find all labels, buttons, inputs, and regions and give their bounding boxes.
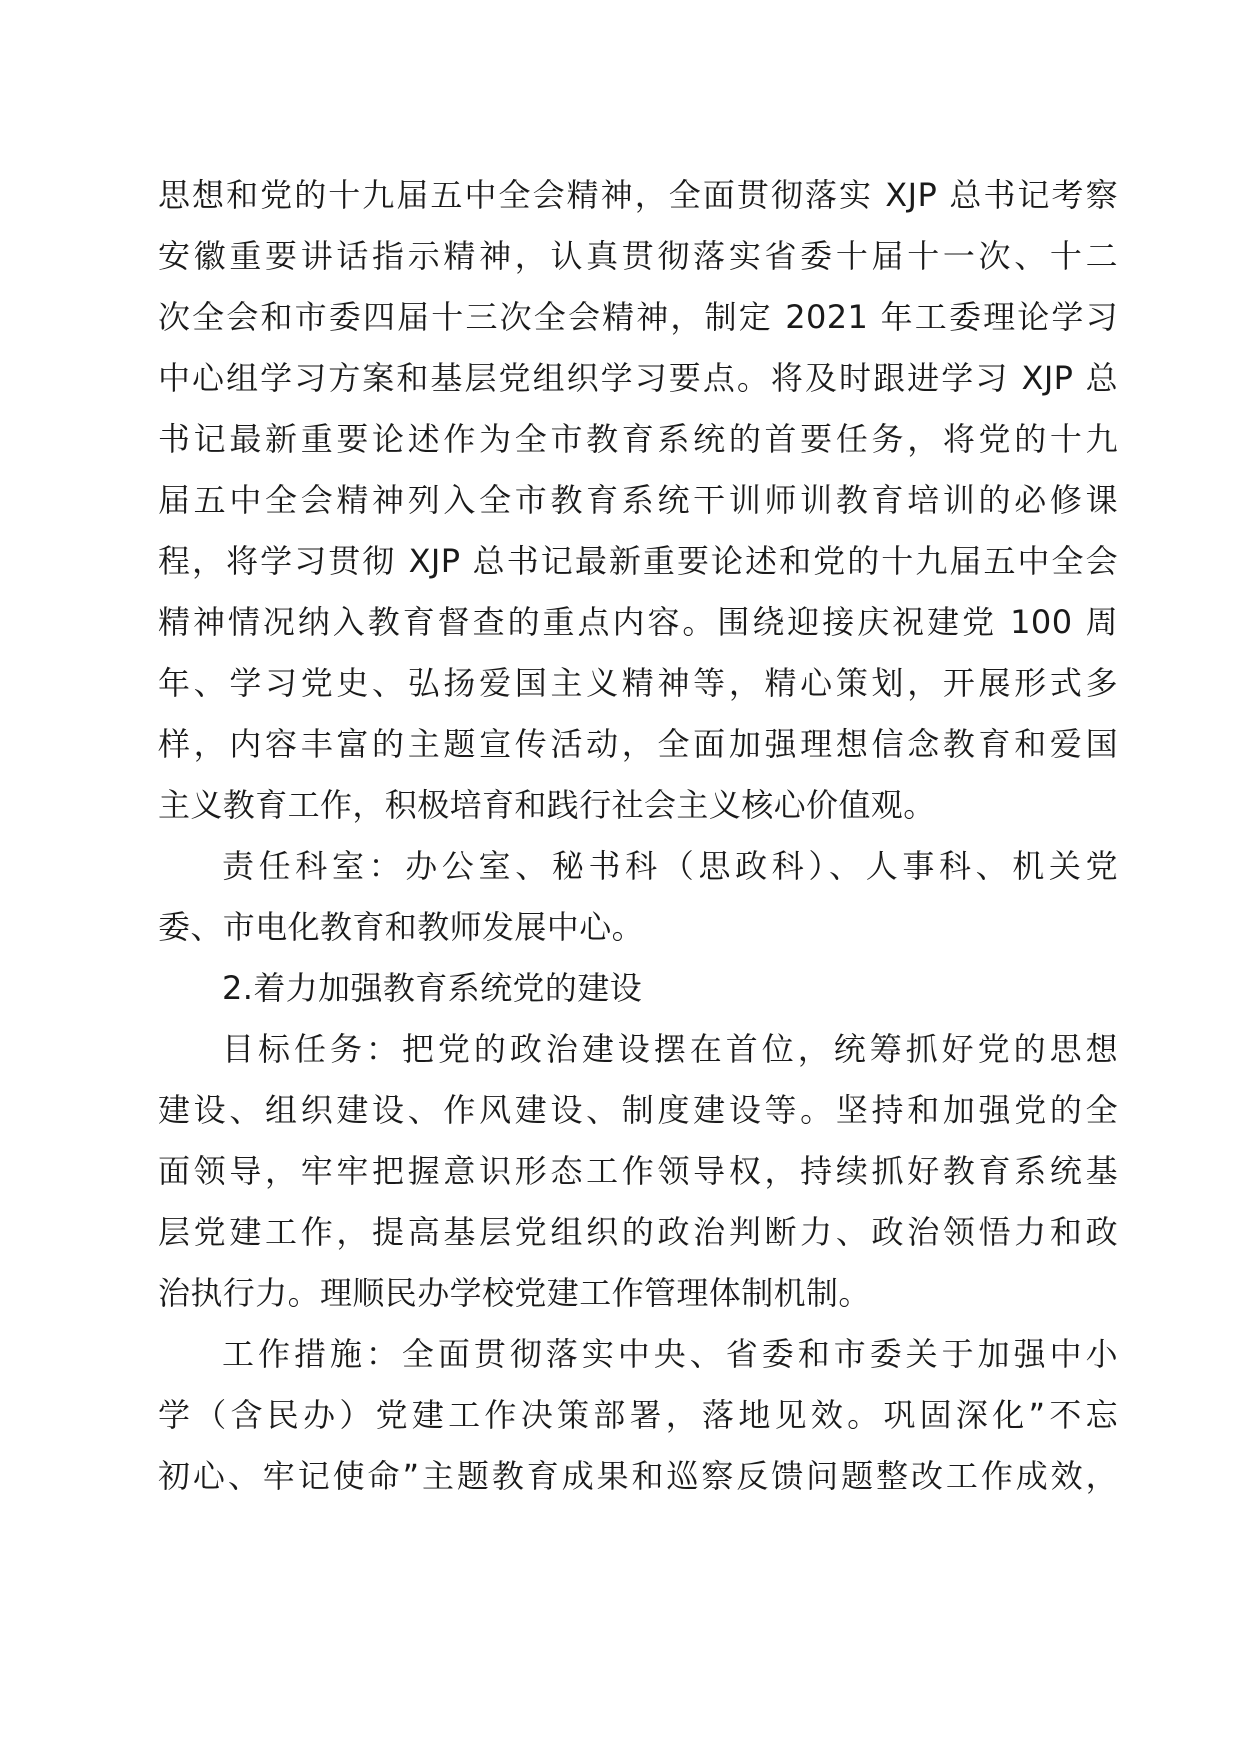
text-line: 初心、牢记使命”主题教育成果和巡察反馈问题整改工作成效， — [158, 1457, 1118, 1495]
text-line: 主义教育工作，积极培育和践行社会主义核心价值观。 — [158, 786, 936, 824]
text-line: 建设、组织建设、作风建设、制度建设等。坚持和加强党的全 — [158, 1091, 1118, 1129]
text-line: 委、市电化教育和教师发展中心。 — [158, 908, 645, 946]
text-line: 工作措施：全面贯彻落实中央、省委和市委关于加强中小 — [222, 1335, 1118, 1373]
text-line: 安徽重要讲话指示精神，认真贯彻落实省委十届十一次、十二 — [158, 237, 1118, 275]
text-line: 程，将学习贯彻 XJP 总书记最新重要论述和党的十九届五中全会 — [158, 542, 1118, 580]
text-line: 责任科室：办公室、秘书科（思政科）、人事科、机关党 — [222, 847, 1118, 885]
text-line: 思想和党的十九届五中全会精神，全面贯彻落实 XJP 总书记考察 — [158, 176, 1118, 214]
text-line: 次全会和市委四届十三次全会精神，制定 2021 年工委理论学习 — [158, 298, 1118, 336]
text-line: 中心组学习方案和基层党组织学习要点。将及时跟进学习 XJP 总 — [158, 359, 1118, 397]
text-line: 精神情况纳入教育督查的重点内容。围绕迎接庆祝建党 100 周 — [158, 603, 1118, 641]
text-line: 届五中全会精神列入全市教育系统干训师训教育培训的必修课 — [158, 481, 1118, 519]
text-line: 治执行力。理顺民办学校党建工作管理体制机制。 — [158, 1274, 871, 1312]
text-line: 2.着力加强教育系统党的建设 — [222, 969, 643, 1007]
text-line: 年、学习党史、弘扬爱国主义精神等，精心策划，开展形式多 — [158, 664, 1118, 702]
text-line: 面领导，牢牢把握意识形态工作领导权，持续抓好教育系统基 — [158, 1152, 1118, 1190]
text-line: 层党建工作，提高基层党组织的政治判断力、政治领悟力和政 — [158, 1213, 1118, 1251]
text-line: 样，内容丰富的主题宣传活动，全面加强理想信念教育和爱国 — [158, 725, 1118, 763]
text-line: 目标任务：把党的政治建设摆在首位，统筹抓好党的思想 — [222, 1030, 1118, 1068]
document-body — [158, 165, 1118, 1507]
text-line: 书记最新重要论述作为全市教育系统的首要任务，将党的十九 — [158, 420, 1118, 458]
text-line: 学（含民办）党建工作决策部署，落地见效。巩固深化”不忘 — [158, 1396, 1118, 1434]
